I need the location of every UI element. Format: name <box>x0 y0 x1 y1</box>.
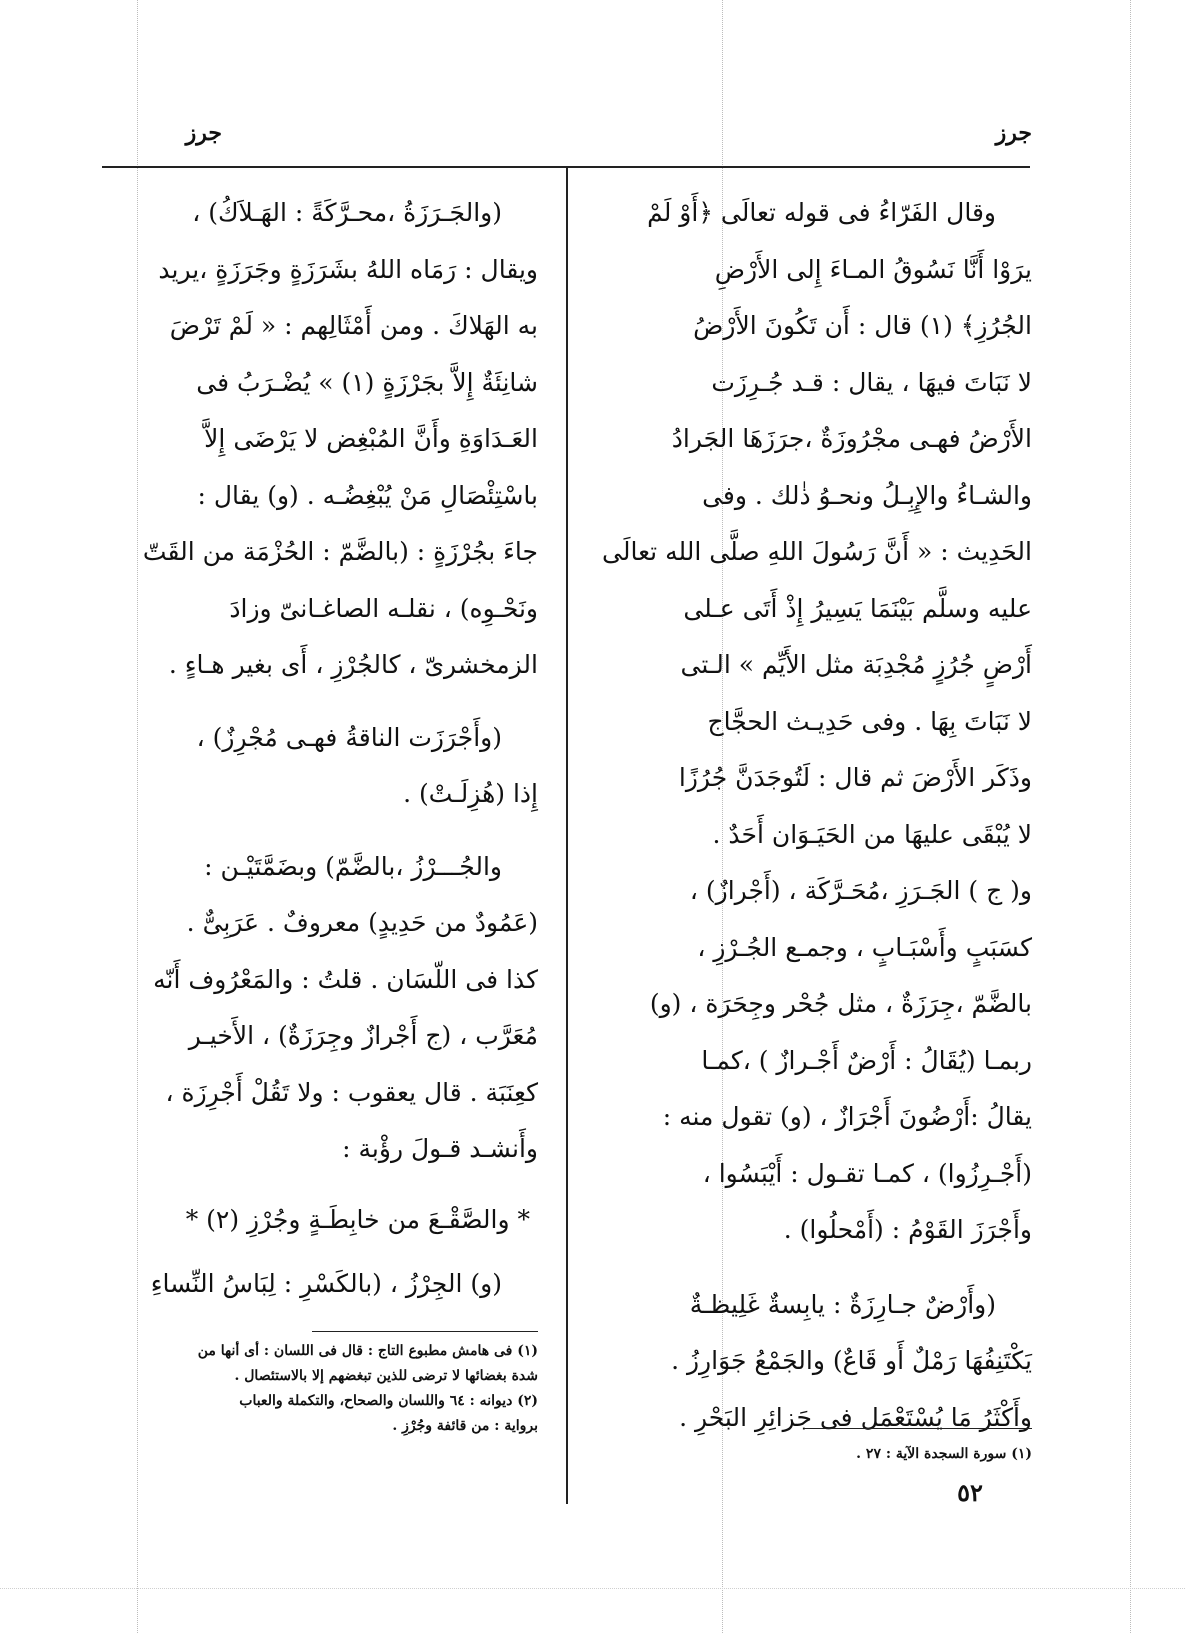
text-line: يقالُ :أَرْضُونَ أَجْرَازٌ ، (و) تقول منه : <box>662 1102 1032 1131</box>
text-line: يرَوْا أَنَّا نَسُوقُ المـاءَ إِلى الأَرْضِ <box>714 254 1032 284</box>
text-line: و( ج ) الجَـرَزِ ،مُحَـرَّكَة ، (أَجْرازٌ) ، <box>689 876 1032 905</box>
text-line: لا يُبْقَى عليهَا من الحَيَـوَان أَحَدٌ . <box>712 819 1032 849</box>
text-line: يَكْتَنِفُهَا رَمْلٌ أَو قَاعٌ) والجَمْعُ جَوَارِزُ . <box>671 1346 1032 1375</box>
left-paragraph-2 <box>102 710 538 823</box>
left-column <box>102 185 538 1313</box>
text-line: الجُرُزِ﴾ (١) قال : أَن تَكُونَ الأَرْضُ <box>693 311 1032 340</box>
page-number: ٥٢ <box>957 1478 983 1507</box>
text-line: (عَمُودٌ من حَدِيدٍ) معروفٌ . عَرَبِىٌّ . <box>186 908 538 937</box>
text-line: شانِئَةٌ إِلاَّ بجَرْزَةٍ (١) » يُضْـرَبُ فى <box>196 367 538 397</box>
running-head-right: جرز <box>995 120 1032 146</box>
text-line: كعِنَبَة . قال يعقوب : ولا تَقُلْ أَجْرِزَة ، <box>165 1077 538 1107</box>
left-paragraph-3 <box>102 839 538 1178</box>
text-line: وذَكَر الأَرْضَ ثم قال : لَتُوجَدَنَّ جُرُزًا <box>678 763 1032 792</box>
text-line: الحَدِيث : « أَنَّ رَسُولَ اللهِ صلَّى الله تعالَى <box>602 537 1032 566</box>
text-line: (والجَـرَزَةُ ،محـرَّكَةً : الهَـلاَكُ) ، <box>192 198 502 227</box>
text-line: وقال الفَرّاءُ فى قوله تعالَى ﴿أَوْ لَمْ <box>647 198 996 227</box>
text-line: ويقال : رَمَاه اللهُ بشَرَزَةٍ وجَرَزَةٍ ،يريد <box>158 254 538 284</box>
footnotes-left <box>100 1339 538 1439</box>
text-line: جاءَ بجُرْزَةٍ : (بالضَّمّ : الحُزْمَة من القَتّ <box>142 537 538 566</box>
text-line: (و) الجِرْزُ ، (بالكَسْرِ : لِبَاسُ النِّساءِ <box>150 1269 502 1298</box>
text-line: الزمخشرىّ ، كالجُرْزِ ، أَى بغير هـاءٍ . <box>168 650 538 679</box>
text-line: ونَحْـوِه) ، نقلـه الصاغـانىّ وزادَ <box>229 593 538 623</box>
text-line: باسْتِئْصَالِ مَنْ يُبْغِضُـه . (و) يقال : <box>197 480 538 510</box>
footnotes-right <box>640 1442 1032 1467</box>
scan-guide-line <box>1130 0 1131 1633</box>
right-paragraph-1 <box>592 185 1032 1259</box>
text-line: لا نَبَاتَ فيهَا ، يقال : قـد جُـرِزَت <box>711 367 1032 397</box>
text-line: عليه وسلَّم بَيْنَمَا يَسِيرُ إِذْ أَتَى عـلى <box>683 593 1032 623</box>
text-line: مُعَرَّب ، (ج أَجْرازٌ وجِرَزَةٌ) ، الأَخيـر <box>188 1021 538 1050</box>
text-line: العَـدَاوَةِ وأَنَّ المُبْغِض لا يَرْضَى إِلاَّ <box>204 424 538 453</box>
scan-guide-line <box>0 1588 1185 1589</box>
text-line: ربمـا (يُقَالُ : أَرْضٌ أَجْـرازٌ ) ،كمـا <box>701 1045 1032 1075</box>
footnote-line: شدة بغضائها لا ترضى للذين تبغضهم إلا بالاستئصال . <box>234 1368 538 1384</box>
left-paragraph-1 <box>102 185 538 694</box>
text-line: وأَكْثَرُ مَا يُسْتَعْمَل فى جَزائِرِ البَحْرِ . <box>679 1402 1032 1432</box>
footnote-line: (١) سورة السجدة الآية : ٢٧ . <box>856 1446 1032 1462</box>
running-head-left: جرز <box>185 120 222 146</box>
text-line: كذا فى اللّسَان . قلتُ : والمَعْرُوف أَنّه <box>153 964 538 994</box>
text-line: إِذا (هُزِلَـتْ) . <box>403 779 538 808</box>
text-line: وأَنشـد قـولَ رؤْبة : <box>342 1134 538 1163</box>
text-line: الأَرْضُ فهـى مجْرُوزَةٌ ،جرَزَهَا الجَرادُ <box>671 424 1032 453</box>
footnote-line: (٢) ديوانه : ٦٤ واللسان والصحاح، والتكملة والعباب <box>239 1393 538 1409</box>
verse-line: * والصَّقْـعَ من خابِطَـةٍ وجُرْزِ (٢) * <box>185 1204 530 1234</box>
left-paragraph-4 <box>102 1256 538 1313</box>
right-column <box>592 185 1032 1446</box>
text-line: والشـاءُ والإِبِـلُ ونحـوُ ذٰلك . وفى <box>702 480 1032 510</box>
text-line: لا نَبَاتَ بِهَا . وفى حَدِيـث الحجَّاج <box>707 706 1032 736</box>
footnote-rule <box>804 1428 1032 1429</box>
text-line: (وأَجْرَزَت الناقةُ فهـى مُجْرِزٌ) ، <box>196 722 502 752</box>
footnote-line: برواية : من قائفة وجُرْزِ . <box>392 1418 538 1434</box>
text-line: والجُـــرْزُ ،بالضَّمّ) وبضَمَّتَيْـن : <box>204 851 502 881</box>
right-paragraph-2 <box>592 1277 1032 1447</box>
text-line: أَرْضٍ جُرُزٍ مُجْدِبَة مثل الأَيِّم » الـتى <box>680 650 1032 679</box>
text-line: (أَجْـرِزُوا) ، كمـا تقـول : أَيْبَسُوا ، <box>702 1158 1032 1188</box>
text-line: كسَبَبٍ وأَسْبَـابٍ ، وجمـع الجُـرْزِ ، <box>697 932 1032 962</box>
footnote-line: (١) فى هامش مطبوع التاج : قال فى اللسان : أى أنها من <box>197 1343 538 1359</box>
text-line: (وأَرْضٌ جـارِزَةٌ : يابِسةٌ غَلِيظـةٌ <box>689 1289 996 1319</box>
text-line: وأَجْرَزَ القَوْمُ : (أَمْحلُوا) . <box>783 1215 1032 1244</box>
column-divider <box>566 168 568 1504</box>
text-line: بالضَّمّ ،جِرَزَةٌ ، مثل جُحْر وجِحَرَة ، (و) <box>649 989 1032 1018</box>
footnote-rule <box>312 1331 538 1332</box>
text-line: به الهَلاكَ . ومن أَمْثَالِهم : « لَمْ تَرْضَ <box>169 311 538 340</box>
